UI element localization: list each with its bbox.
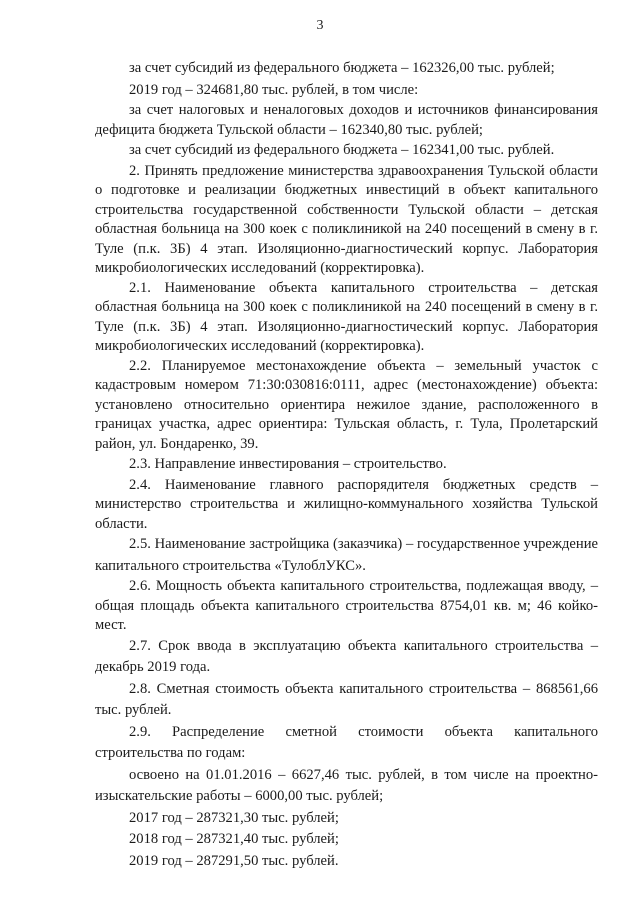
paragraph-2019-tax-revenue: за счет налоговых и неналоговых доходов и источников финансирования дефицита бюджета Тульской области – 162340,80 тыс. рублей; [95, 102, 598, 138]
document-body [95, 58, 598, 872]
paragraph-federal-subsidy-2018: за счет субсидий из федерального бюджета – 162326,00 тыс. рублей; [129, 60, 555, 76]
paragraph-item-2-8: 2.8. Сметная стоимость объекта капитального строительства – 868561,66 тыс. рублей. [95, 680, 598, 718]
paragraph-item-2-6: 2.6. Мощность объекта капитального строительства, подлежащая вводу, – общая площадь объекта капитального строительства 8754,01 кв. м; 46 койко-мест. [95, 578, 598, 633]
paragraph-year-2018: 2018 год – 287321,40 тыс. рублей; [129, 831, 339, 847]
page-number: 3 [316, 18, 324, 33]
paragraph-year-2019: 2019 год – 287291,50 тыс. рублей. [129, 852, 339, 869]
paragraph-item-2-5: 2.5. Наименование застройщика (заказчика) – государственное учреждение капитального строительства «ТулоблУКС». [95, 536, 598, 574]
paragraph-item-2: 2. Принять предложение министерства здравоохранения Тульской области о подготовке и реализации бюджетных инвестиций в объект капитального строительства государственной собственности Тульской области – детская областная больница на 300 коек с поликлиникой на 240 посещений в смену в г. Туле (п.к. 3Б) 4 этап. Изоляционно-диагностический корпус. Лаборатория микробиологических исследований (корректировка). [95, 162, 598, 276]
paragraph-item-2-7: 2.7. Срок ввода в эксплуатацию объекта капитального строительства – декабрь 2019 года. [95, 637, 598, 675]
paragraph-item-2-3: 2.3. Направление инвестирования – строительство. [129, 456, 447, 472]
paragraph-spent-to-date: освоено на 01.01.2016 – 6627,46 тыс. рублей, в том числе на проектно-изыскательские работы – 6000,00 тыс. рублей; [95, 766, 598, 804]
paragraph-item-2-4: 2.4. Наименование главного распорядителя бюджетных средств – министерство строительства и жилищно-коммунального хозяйства Тульской области. [95, 476, 598, 532]
paragraph-year-2017: 2017 год – 287321,30 тыс. рублей; [129, 809, 339, 826]
paragraph-federal-subsidy-2019: за счет субсидий из федерального бюджета – 162341,00 тыс. рублей. [129, 142, 555, 158]
paragraph-item-2-2: 2.2. Планируемое местонахождение объекта – земельный участок с кадастровым номером 71:30:030816:0111, адрес (местонахождение) объекта: установлено относительно ориентира нежилое здание, расположенного в границах участка, адрес ориентира: Тульская область, г. Тула, Пролетарский район, ул. Бондаренко, 39. [95, 357, 598, 452]
paragraph-item-2-1: 2.1. Наименование объекта капитального строительства – детская областная больница на 300 коек с поликлиникой на 240 посещений в смену в г. Туле (п.к. 3Б) 4 этап. Изоляционно-диагностический корпус. Лаборатория микробиологических исследований (корректировка). [95, 279, 598, 354]
paragraph-item-2-9: 2.9. Распределение сметной стоимости объекта капитального строительства по годам: [95, 723, 598, 761]
paragraph-2019-total: 2019 год – 324681,80 тыс. рублей, в том числе: [129, 81, 419, 98]
